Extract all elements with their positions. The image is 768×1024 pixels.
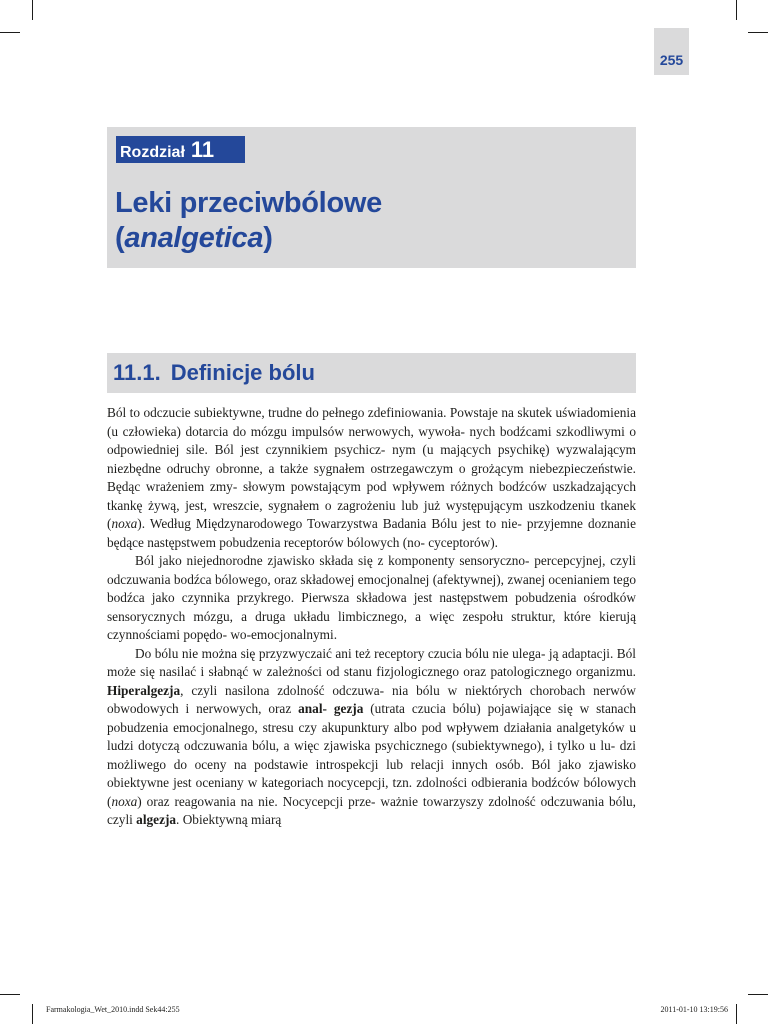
crop-mark (748, 994, 768, 995)
chapter-title (115, 186, 625, 256)
crop-mark (748, 32, 768, 33)
bold-term: anal- gezja (298, 701, 364, 716)
text-run: . Obiektywną miarą (176, 812, 282, 827)
paragraph (107, 552, 636, 645)
crop-mark (0, 32, 20, 33)
chapter-title-paren-close: ) (263, 222, 273, 254)
chapter-label: Rozdział (120, 144, 185, 161)
body-text (107, 404, 636, 830)
section-number: 11.1. (113, 360, 161, 385)
text-run: Ból to odczucie subiektywne, trudne do pełnego zdefiniowania. Powstaje na skutek uświadomienia (u człowieka) dotarcia do mózgu impulsów nerwowych, wywoła- nych bodźcami szkodliwymi o odpowiedniej sile. Ból jest czynnikiem psychicz- nym (u mających psychikę) wyzwalającym niezbędne odruchy obronne, a także sygnałem ostrzegawczym o grożącym niebezpieczeństwie. Będąc wrażeniem zmy- słowym powstającym pod wpływem różnych bodźców uszkadzających tkankę żywą, jest, wreszcie, sygnałem o zagrożeniu lub już występującym uszkodzeniu tkanek ( (107, 405, 636, 531)
paragraph (107, 404, 636, 552)
bold-term: Hiperalgezja (107, 682, 181, 698)
text-run: Do bólu nie można się przyzwyczaić ani też receptory czucia bólu nie ulega- ją adaptacji. Ból może się nasilać i słabnąć w zależności od stanu fizjologicznego oraz patologicznego organizmu. (107, 645, 636, 679)
chapter-badge (116, 136, 245, 163)
text-run: ). Według Międzynarodowego Towarzystwa Badania Bólu jest to nie- przyjemne doznanie będące następstwem pobudzenia receptorów bólowych (no- cyceptorów). (107, 516, 636, 550)
crop-mark (736, 0, 737, 20)
footer-file-info: Farmakologia_Wet_2010.indd Sek44:255 (46, 1005, 180, 1014)
section-heading (113, 359, 628, 387)
chapter-title-paren-open: ( (115, 222, 125, 254)
italic-term: noxa (111, 516, 138, 531)
crop-mark (32, 0, 33, 20)
crop-mark (32, 1004, 33, 1024)
text-run: ) oraz reagowania na nie. Nocycepcji prze- ważnie towarzyszy zdolność odczuwania bólu, czyli (107, 793, 636, 827)
chapter-number: 11 (190, 137, 215, 162)
section-title: Definicje bólu (170, 360, 315, 385)
paragraph (107, 645, 636, 830)
text-run: , czyli nasilona zdolność odczuwa- nia bólu w niektórych chorobach nerwów obwodowych i nerwowych, oraz (107, 682, 636, 716)
chapter-title-latin: analgetica (124, 222, 264, 254)
text-run: (utrata czucia bólu) pojawiające się w stanach pobudzenia emocjonalnego, stresu czy akupunktury albo pod wpływem działania analgetyków u ludzi dotyczą odczuwania bólu, a więc zjawiska psychicznego (subiektywnego), i tylko u lu- dzi możliwego do oceny na podstawie introspekcji lub relacji innych osób. Ból jako zjawisko obiektywne jest oceniany w kategoriach nocycepcji, tzn. zdolności odbierania bodźców bólowych ( (107, 701, 636, 809)
chapter-title-main: Leki przeciwbólowe (115, 187, 382, 219)
bold-term: algezja (136, 812, 177, 827)
crop-mark (0, 994, 20, 995)
text-run: Ból jako niejednorodne zjawisko składa się z komponenty sensoryczno- percepcyjnej, czyli odczuwania bodźca bólowego, oraz składowej emocjonalnej (afektywnej), zwanej ocenianiem tego bodźca jako czynnika przykrego. Pierwsza składowa jest następstwem pobudzenia ośrodków sensorycznych mózgu, a druga układu limbicznego, a więc zespołu struktur, które kierują czynnościami popędo- wo-emocjonalnymi. (107, 553, 636, 642)
page-number: 255 (659, 52, 684, 68)
italic-term: noxa (111, 793, 138, 809)
footer-timestamp: 2011-01-10 13:19:56 (660, 1005, 728, 1014)
crop-mark (736, 1004, 737, 1024)
